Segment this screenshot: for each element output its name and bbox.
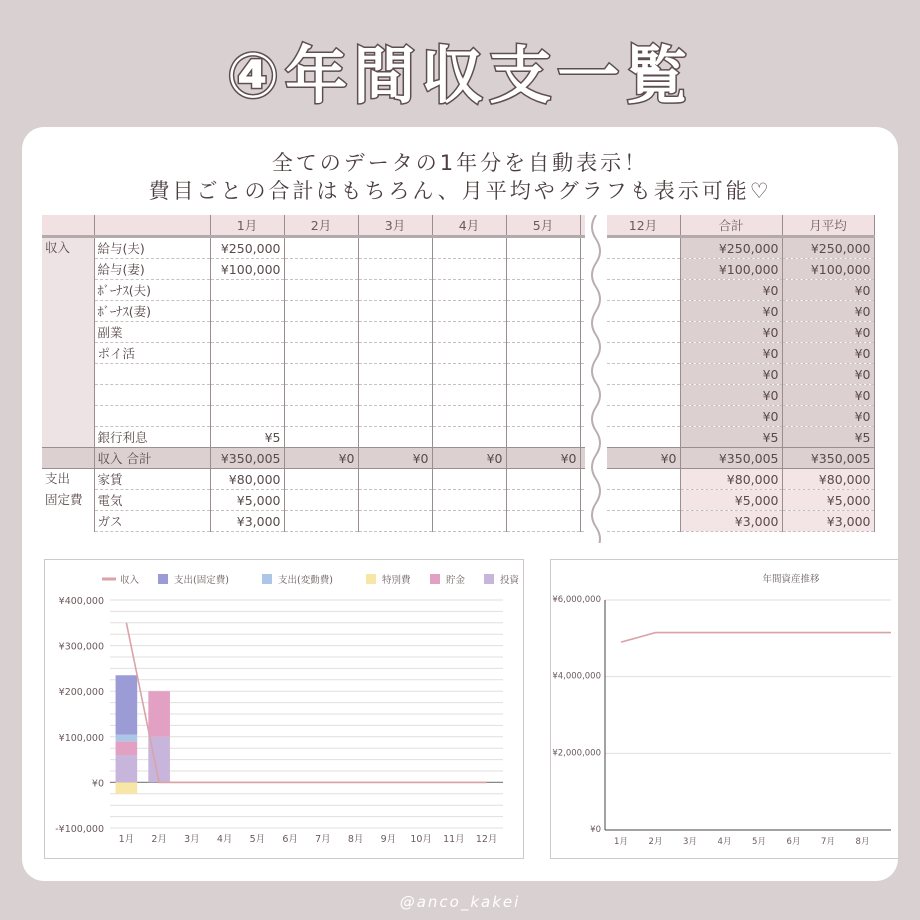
cell-empty [506,511,580,532]
income-total-avg: ¥350,005 [782,448,874,469]
cell-jan [210,301,284,322]
cell-empty [432,427,506,448]
cell-jan [210,322,284,343]
cell-jan [210,280,284,301]
cell-total: ¥3,000 [680,511,782,532]
cell-empty [506,301,580,322]
cell-empty [506,343,580,364]
row-name [94,385,210,406]
cell-avg: ¥0 [782,301,874,322]
cell-empty [284,259,358,280]
cell-jan: ¥3,000 [210,511,284,532]
cell-empty [358,237,432,259]
cell-avg: ¥0 [782,322,874,343]
x-tick-label: 11月 [443,834,465,845]
header-may: 5月 [506,215,580,237]
legend-label: 特別費 [382,575,411,586]
income-total-month: ¥0 [432,448,506,469]
cell-avg: ¥0 [782,364,874,385]
header-dec: 12月 [606,215,680,237]
x-tick-label: 2月 [648,837,663,847]
x-tick-label: 8月 [855,837,870,847]
cell-jan: ¥100,000 [210,259,284,280]
y-tick-label: ¥6,000,000 [552,595,601,605]
x-tick-label: 12月 [475,834,498,845]
x-tick-label: 6月 [786,837,801,847]
cell-empty [358,469,432,490]
y-tick-label: -¥100,000 [55,824,104,835]
header-blank [42,215,94,237]
x-tick-label: 3月 [683,837,697,847]
legend-swatch [430,574,440,584]
legend-swatch [158,574,168,584]
table-row [42,427,874,448]
row-name: 銀行利息 [94,427,210,448]
cell-avg: ¥0 [782,385,874,406]
cell-jan [210,385,284,406]
cell-jan [210,364,284,385]
cell-empty [284,406,358,427]
table-row [42,511,874,532]
cell-jan [210,406,284,427]
cell-empty [432,364,506,385]
cell-empty [432,511,506,532]
header-mar: 3月 [358,215,432,237]
cell-empty [506,364,580,385]
cell-empty [432,280,506,301]
cell-empty [432,490,506,511]
x-tick-label: 8月 [347,834,364,845]
row-name: ガス [94,511,210,532]
x-tick-label: 1月 [614,837,628,847]
legend-swatch [366,574,376,584]
cell-empty [284,280,358,301]
table-row [42,280,874,301]
cell-empty [606,511,680,532]
asset-chart-panel [550,559,898,859]
y-tick-label: ¥100,000 [58,732,104,744]
cell-jan: ¥80,000 [210,469,284,490]
cell-empty [358,511,432,532]
x-tick-label: 10月 [410,834,432,845]
header-jan: 1月 [210,215,284,237]
y-tick-label: ¥2,000,000 [552,748,601,759]
row-name: 電気 [94,490,210,511]
cell-empty [606,385,680,406]
income-total-jan: ¥350,005 [210,448,284,469]
table-row [42,364,874,385]
cell-avg: ¥250,000 [782,237,874,259]
bar-支出(固定費) [116,675,138,734]
y-tick-label: ¥200,000 [58,687,104,699]
x-tick-label: 5月 [249,834,266,845]
x-tick-label: 7月 [315,834,331,845]
cell-total: ¥0 [680,385,782,406]
cell-empty [506,237,580,259]
cell-total: ¥0 [680,301,782,322]
cell-empty [606,406,680,427]
cell-empty [358,427,432,448]
total-blank [42,448,94,469]
income-total-row [42,448,874,469]
table-row [42,301,874,322]
cell-total: ¥250,000 [680,237,782,259]
income-total-month: ¥0 [506,448,580,469]
legend-swatch [484,574,494,584]
income-total-dec: ¥0 [606,448,680,469]
income-total-gap: ¥0 [580,448,606,469]
legend-label: 支出(変動費) [278,575,333,586]
bar-支出(変動費) [116,735,138,742]
row-name [94,364,210,385]
cell-empty [284,469,358,490]
cell-avg: ¥0 [782,406,874,427]
cell-empty [284,322,358,343]
legend-label: 貯金 [446,575,466,586]
row-name: 副業 [94,322,210,343]
row-name: 給与(妻) [94,259,210,280]
y-tick-label: ¥300,000 [58,641,104,653]
cell-empty [432,385,506,406]
income-total-label: 収入 合計 [94,448,210,469]
table-row [42,490,874,511]
y-tick-label: ¥4,000,000 [552,671,601,682]
cell-empty [506,469,580,490]
cell-empty [606,237,680,259]
y-tick-label: ¥400,000 [58,596,104,607]
cell-empty [284,343,358,364]
cell-empty [284,364,358,385]
cell-total: ¥80,000 [680,469,782,490]
cell-empty [606,427,680,448]
bar-special [116,782,138,793]
cell-empty [284,385,358,406]
table-row [42,385,874,406]
cell-empty [606,301,680,322]
cell-empty [358,385,432,406]
page-title: ④年間収支一覧 [226,39,694,112]
header-feb: 2月 [284,215,358,237]
cell-empty [432,406,506,427]
annual-table [42,215,875,532]
cell-jan: ¥250,000 [210,237,284,259]
income-total-month: ¥0 [284,448,358,469]
cell-avg: ¥3,000 [782,511,874,532]
cell-empty [284,301,358,322]
spreadsheet [42,215,880,543]
asset-line [621,633,891,643]
cell-empty [358,280,432,301]
cell-empty [432,469,506,490]
row-name [94,406,210,427]
content-card [22,127,898,881]
cell-avg: ¥80,000 [782,469,874,490]
y-tick-label: ¥0 [91,778,104,790]
income-total-month: ¥0 [358,448,432,469]
income-total-sum: ¥350,005 [680,448,782,469]
cell-empty [358,343,432,364]
cell-empty [506,259,580,280]
x-tick-label: 5月 [752,837,766,847]
legend-label: 収入 [120,575,140,586]
cell-empty [606,280,680,301]
cell-total: ¥0 [680,322,782,343]
cell-total: ¥0 [680,280,782,301]
y-tick-label: ¥0 [590,825,601,835]
cell-total: ¥0 [680,364,782,385]
table-row [42,322,874,343]
row-name: ﾎﾞｰﾅｽ(妻) [94,301,210,322]
cell-total: ¥5 [680,427,782,448]
cell-empty [506,385,580,406]
cell-jan [210,343,284,364]
table-row [42,259,874,280]
cell-empty [432,237,506,259]
row-name: 給与(夫) [94,237,210,259]
cell-empty [284,490,358,511]
cell-empty [432,259,506,280]
cell-empty [606,364,680,385]
cell-empty [432,301,506,322]
monthly-chart [45,560,523,858]
cell-empty [284,427,358,448]
cell-avg: ¥100,000 [782,259,874,280]
cell-empty [606,469,680,490]
table-row [42,469,874,490]
cell-empty [506,490,580,511]
header-avg: 月平均 [782,215,874,237]
cell-total: ¥0 [680,406,782,427]
cell-jan: ¥5 [210,427,284,448]
cell-empty [432,343,506,364]
header-apr: 4月 [432,215,506,237]
x-tick-label: 7月 [821,837,835,847]
table-row [42,343,874,364]
author-handle: @anco_kakei [399,893,521,911]
x-tick-label: 9月 [380,834,397,845]
expense-category: 固定費 [42,490,94,511]
cell-avg: ¥5,000 [782,490,874,511]
cell-empty [606,322,680,343]
cell-empty [606,259,680,280]
cell-total: ¥5,000 [680,490,782,511]
header-total: 合計 [680,215,782,237]
cell-empty [284,511,358,532]
cell-total: ¥0 [680,343,782,364]
cell-empty [506,427,580,448]
cell-avg: ¥0 [782,343,874,364]
row-name: ﾎﾞｰﾅｽ(夫) [94,280,210,301]
legend-label: 投資 [500,575,520,586]
expense-category: 支出 [42,469,94,490]
table-row [42,406,874,427]
bar-投資 [116,755,138,782]
legend-swatch [262,574,272,584]
cell-avg: ¥5 [782,427,874,448]
monthly-chart-panel [44,559,524,859]
x-tick-label: 4月 [717,837,732,847]
cell-empty [358,259,432,280]
subtitle-line-1: 全てのデータの1年分を自動表示！ [271,151,649,175]
cell-empty [506,280,580,301]
x-tick-label: 2月 [151,834,167,845]
income-category: 収入 [42,237,94,448]
cell-empty [358,490,432,511]
cell-empty [358,301,432,322]
cell-empty [606,343,680,364]
x-tick-label: 4月 [216,834,233,845]
subtitle-line-2: 費目ごとの合計はもちろん、月平均やグラフも表示可能♡ [148,179,772,203]
cell-avg: ¥0 [782,280,874,301]
x-tick-label: 3月 [184,834,200,845]
cell-empty [432,322,506,343]
x-tick-label: 6月 [282,834,298,845]
row-name: 家賃 [94,469,210,490]
bar-貯金 [116,741,138,755]
legend-label: 支出(固定費) [174,575,229,586]
table-row [42,237,874,259]
tear-divider [585,215,607,543]
cell-total: ¥100,000 [680,259,782,280]
cell-empty [358,406,432,427]
cell-empty [506,406,580,427]
cell-empty [358,322,432,343]
row-name: ポイ活 [94,343,210,364]
expense-category [42,511,94,532]
chart-title: 年間資産推移 [762,574,820,585]
cell-empty [606,490,680,511]
asset-chart [551,560,898,858]
bar-貯金 [148,691,170,737]
cell-empty [358,364,432,385]
header-blank-2 [94,215,210,237]
x-tick-label: 1月 [118,834,135,845]
cell-empty [506,322,580,343]
cell-jan: ¥5,000 [210,490,284,511]
cell-empty [284,237,358,259]
